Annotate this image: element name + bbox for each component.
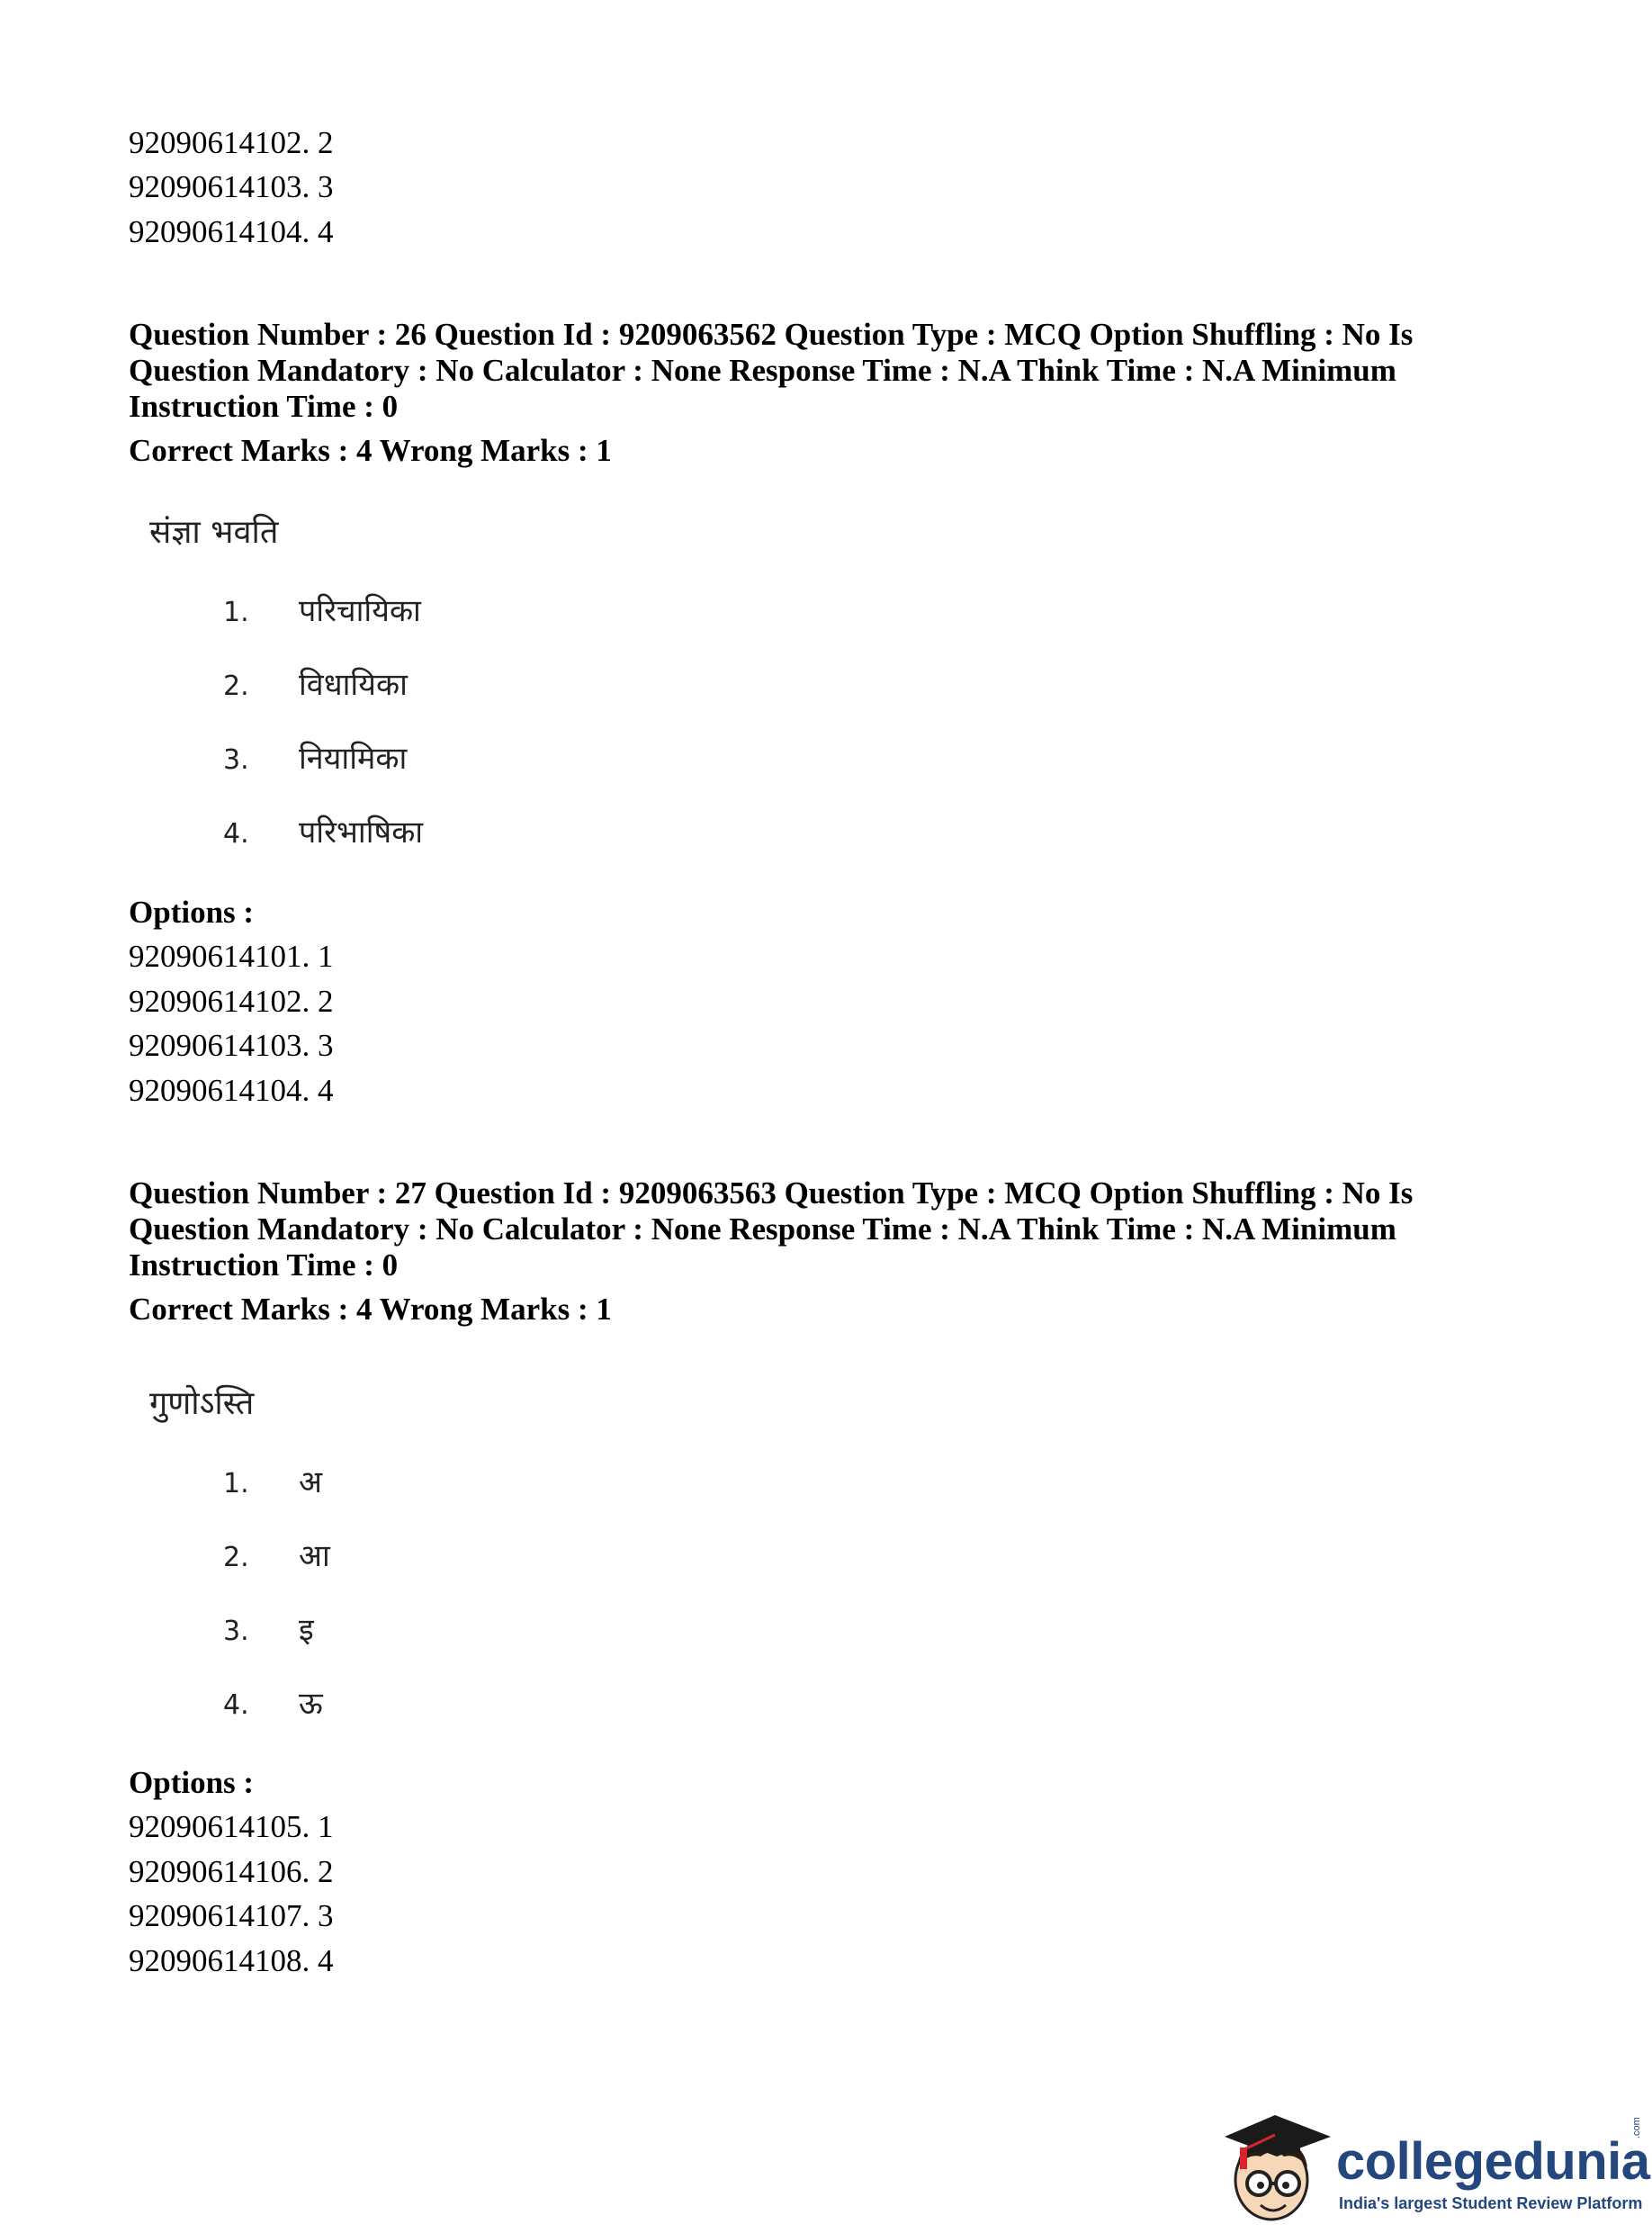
option-line: 92090614108. 4	[129, 1943, 334, 1978]
logo-wordmark: collegedunia	[1336, 2132, 1650, 2191]
option-line: 92090614102. 2	[129, 984, 334, 1019]
option-line: 92090614104. 4	[129, 1073, 334, 1108]
choice-text: नियामिका	[299, 741, 408, 777]
question-marks: Correct Marks : 4 Wrong Marks : 1	[129, 433, 612, 468]
collegedunia-logo	[1219, 2097, 1651, 2228]
option-line: 92090614106. 2	[129, 1854, 334, 1889]
choice-item	[223, 662, 408, 704]
choice-text: ऊ	[299, 1686, 323, 1722]
option-line: 92090614104. 4	[129, 214, 334, 249]
option-line: 92090614101. 1	[129, 939, 334, 974]
choice-text: आ	[299, 1538, 330, 1574]
option-line: 92090614102. 2	[129, 125, 334, 160]
choice-number: 3.	[223, 744, 249, 776]
choice-item	[223, 589, 421, 630]
choice-number: 2.	[223, 671, 249, 702]
logo-domain: .com	[1631, 2117, 1642, 2138]
options-label: Options :	[129, 1765, 255, 1800]
option-line: 92090614103. 3	[129, 1028, 334, 1063]
option-line: 92090614107. 3	[129, 1898, 334, 1933]
choice-number: 1.	[223, 597, 249, 628]
question-header-line: Instruction Time : 0	[129, 389, 399, 424]
choice-item	[223, 1607, 314, 1649]
choice-number: 3.	[223, 1616, 249, 1647]
student-mascot-icon	[1219, 2097, 1336, 2228]
choice-text: परिभाषिका	[299, 815, 424, 851]
choice-number: 2.	[223, 1542, 249, 1573]
question-prompt: संज्ञा भवति	[149, 514, 279, 551]
options-label: Options :	[129, 895, 255, 930]
option-line: 92090614105. 1	[129, 1809, 334, 1844]
choice-item	[223, 736, 407, 778]
choice-text: अ	[299, 1464, 322, 1500]
choice-text: इ	[299, 1612, 314, 1648]
choice-number: 1.	[223, 1468, 249, 1499]
question-header-line: Question Number : 26 Question Id : 9209063562 Question Type : MCQ Option Shuffling : No Is	[129, 317, 1414, 352]
choice-item	[223, 1460, 322, 1501]
question-header-line: Question Mandatory : No Calculator : None Response Time : N.A Think Time : N.A Minimum	[129, 353, 1396, 388]
question-prompt: गुणोऽस्ति	[149, 1385, 255, 1422]
question-marks: Correct Marks : 4 Wrong Marks : 1	[129, 1292, 612, 1327]
choice-number: 4.	[223, 1689, 249, 1721]
choice-item	[223, 1681, 323, 1723]
option-line: 92090614103. 3	[129, 169, 334, 204]
choice-text: विधायिका	[299, 667, 408, 703]
question-header-line: Instruction Time : 0	[129, 1247, 399, 1283]
choice-item	[223, 810, 423, 851]
choice-number: 4.	[223, 818, 249, 850]
logo-tagline: India's largest Student Review Platform	[1339, 2194, 1643, 2212]
question-header-line: Question Number : 27 Question Id : 9209063563 Question Type : MCQ Option Shuffling : No Is	[129, 1175, 1414, 1211]
question-header-line: Question Mandatory : No Calculator : None Response Time : N.A Think Time : N.A Minimum	[129, 1211, 1396, 1247]
choice-item	[223, 1534, 330, 1575]
choice-text: परिचायिका	[299, 593, 421, 629]
